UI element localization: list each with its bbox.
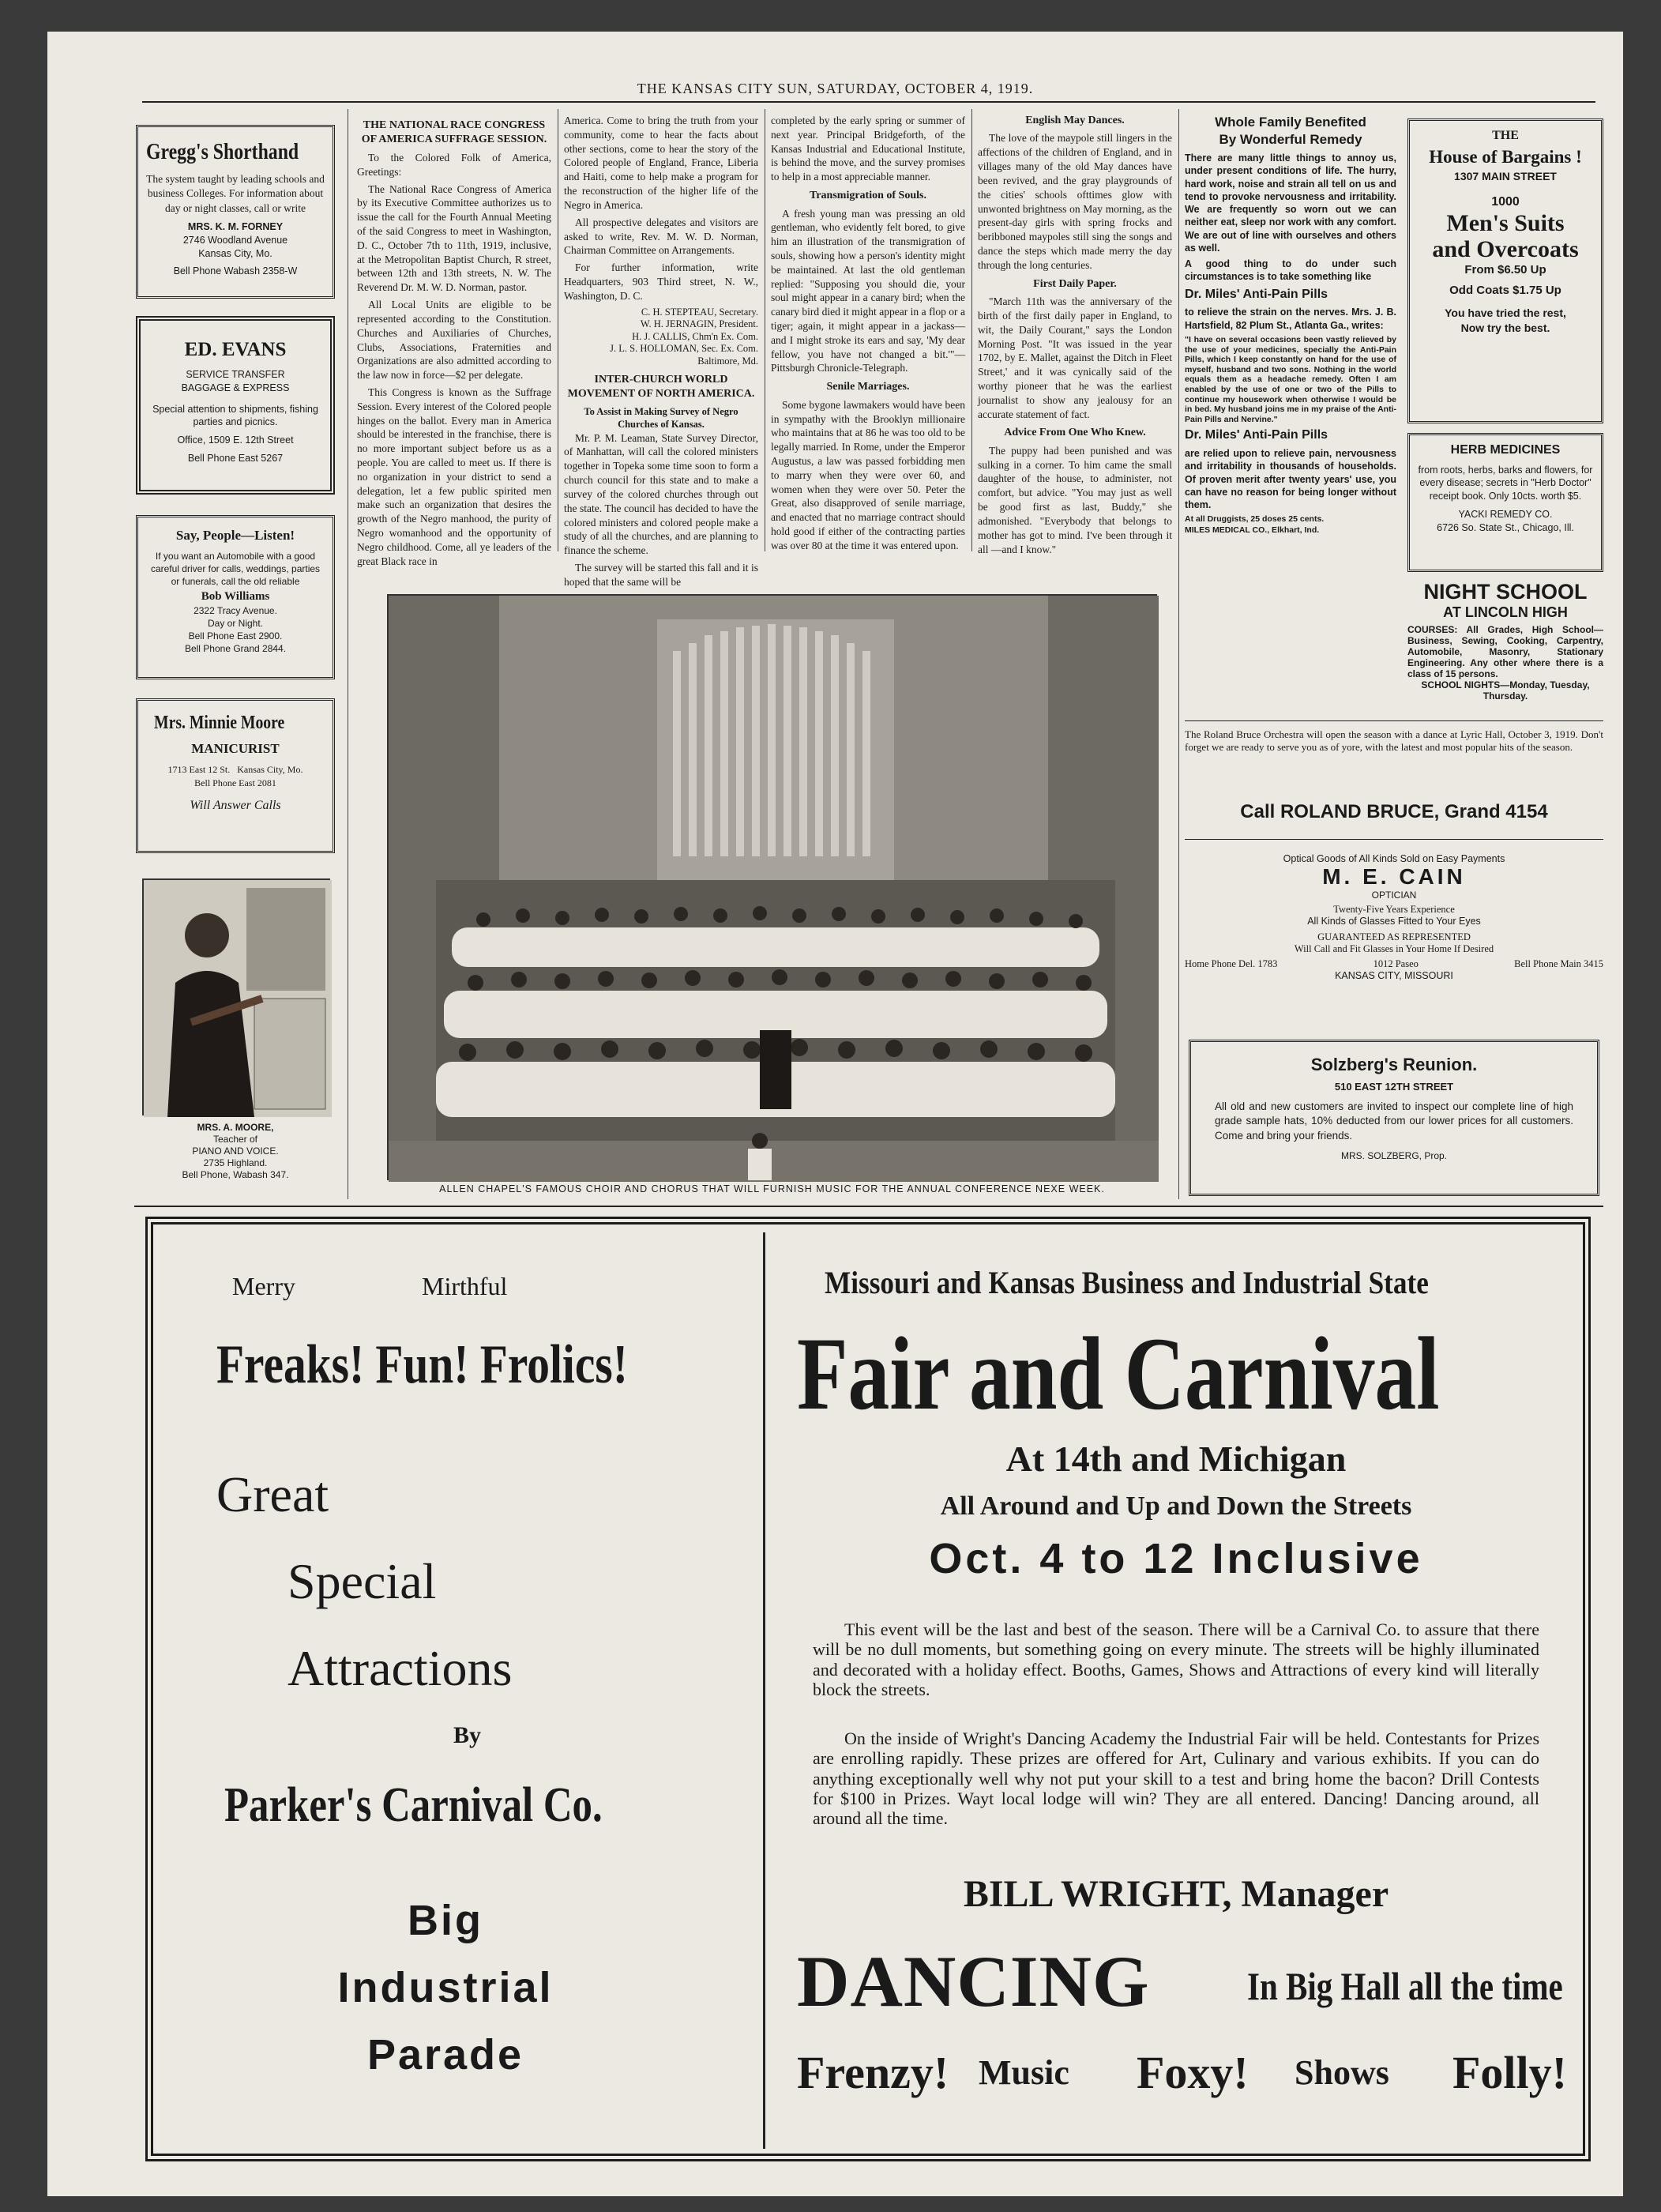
amoore-role: Teacher of bbox=[212, 1134, 258, 1145]
cain-phone2: Bell Phone Main 3415 bbox=[1514, 958, 1603, 969]
bargains-the: THE bbox=[1492, 129, 1519, 142]
masthead-rule bbox=[142, 101, 1595, 103]
carnival-dates: Oct. 4 to 12 Inclusive bbox=[929, 1535, 1423, 1582]
portrait-image bbox=[144, 880, 332, 1117]
miles-p1: There are many little things to annoy us, under present conditions of life. The hurry, hard work, noise and strain all tell on us and tend to provoke nervousness and irritability. We are frequently so worn out we can neither eat, sleep nor work with any comfort. We are out of line with ourselves and others as well. bbox=[1185, 152, 1396, 254]
cain-role: OPTICIAN bbox=[1371, 890, 1417, 901]
herb-address: 6726 So. State St., Chicago, Ill. bbox=[1437, 522, 1574, 534]
carnival-dancing: DANCING bbox=[797, 1941, 1150, 2022]
cain-call: Will Call and Fit Glasses in Your Home If Desired bbox=[1294, 943, 1494, 954]
masthead: THE KANSAS CITY SUN, SATURDAY, OCTOBER 4, 1919. bbox=[637, 81, 1034, 96]
carnival-freaks: Freaks! Fun! Frolics! bbox=[216, 1334, 628, 1395]
herb-body: from roots, herbs, barks and flowers, for every disease; secrets in "Herb Doctor" receipt book. Only 10cts. worth $5. bbox=[1418, 464, 1593, 502]
herb-title: HERB MEDICINES bbox=[1450, 443, 1561, 457]
carnival-big: Big bbox=[408, 1897, 483, 1944]
transmigration-heading: Transmigration of Souls. bbox=[810, 190, 926, 202]
senile-heading: Senile Marriages. bbox=[826, 381, 910, 393]
race-congress-p3: All Local Units are eligible to be represented according to the Constitution. Churches and Auxiliaries of Churches, Clubs, Associations, Fraternities and Organizations are also admitted according to the law now in force—$2 per delegate. bbox=[357, 299, 551, 382]
solzberg-title: Solzberg's Reunion. bbox=[1310, 1055, 1478, 1074]
cain-guarantee: GUARANTEED AS REPRESENTED bbox=[1317, 931, 1471, 942]
carnival-merry: Merry bbox=[232, 1272, 295, 1300]
amoore-subject: PIANO AND VOICE. bbox=[192, 1146, 279, 1157]
col4-p1: The love of the maypole still lingers in the affections of the children of England, and in villages many of the old May dances have been revived, and the gray playgrounds of the cities' schools ofttimes glow with unwonted brightness on May morning, as the present-day girls with spring frocks and beribboned maypoles still sing the songs and dance the steps which made merry the day through the long centuries. bbox=[978, 132, 1172, 271]
race-congress-p1: To the Colored Folk of America, Greetings: bbox=[357, 151, 551, 178]
carnival-ad bbox=[145, 1217, 1591, 2161]
amoore-phone: Bell Phone, Wabash 347. bbox=[182, 1169, 289, 1180]
solzberg-sig: MRS. SOLZBERG, Prop. bbox=[1340, 1149, 1448, 1161]
cain-address: 1012 Paseo bbox=[1373, 958, 1419, 969]
col2-sig1: C. H. STEPTEAU, Secretary. bbox=[641, 306, 758, 318]
col2-p3: For further information, write Headquarters, 903 Third street, N. W., Washington, D. C. bbox=[564, 261, 758, 302]
miles-brand2: Dr. Miles' Anti-Pain Pills bbox=[1185, 428, 1328, 442]
bargains-address: 1307 MAIN STREET bbox=[1454, 169, 1557, 182]
carnival-great: Great bbox=[216, 1466, 329, 1522]
williams-address: 2322 Tracy Avenue. bbox=[194, 604, 277, 616]
first-daily-heading: First Daily Paper. bbox=[1033, 277, 1117, 290]
amoore-caption bbox=[136, 1122, 335, 1181]
carnival-left bbox=[169, 1240, 785, 2141]
bargains-title: House of Bargains ! bbox=[1429, 146, 1582, 167]
carnival-p1: This event will be the last and best of the season. There will be a Carnival Co. to assure that there will be no dull moments, but something going on every minute. The streets will be highly illuminated and decorated with a holiday effect. Booths, Games, Shows and Attractions of every kind will literally block the streets. bbox=[813, 1620, 1539, 1699]
carnival-right bbox=[781, 1240, 1579, 2141]
night-school-body: COURSES: All Grades, High School—Business, Sewing, Cooking, Carpentry, Automobile, Masonry, Stationary Engineering. Any other where there is a class of 15 persons. bbox=[1407, 624, 1603, 679]
carnival-mirthful: Mirthful bbox=[422, 1272, 508, 1300]
bargains-price2: Odd Coats $1.75 Up bbox=[1449, 284, 1561, 298]
col2-p5: The survey will be started this fall and it is hoped that the same will be bbox=[564, 561, 758, 588]
amoore-name: MRS. A. MOORE, bbox=[197, 1122, 274, 1133]
amoore-address: 2735 Highland. bbox=[203, 1157, 268, 1168]
carnival-manager: BILL WRIGHT, Manager bbox=[963, 1873, 1389, 1915]
moore-note: Will Answer Calls bbox=[190, 798, 281, 812]
carnival-hall: In Big Hall all the time bbox=[1247, 1964, 1563, 2008]
carnival-headline: Fair and Carnival bbox=[797, 1315, 1440, 1431]
williams-title: Say, People—Listen! bbox=[175, 528, 295, 543]
evans-line2: BAGGAGE & EXPRESS bbox=[181, 382, 290, 393]
williams-name: Bob Williams bbox=[201, 589, 270, 603]
interchurch-heading: INTER-CHURCH WORLD MOVEMENT OF NORTH AMERICA. bbox=[567, 373, 755, 401]
col2-sig5: Baltimore, Md. bbox=[697, 356, 758, 367]
gregg-title: Gregg's Shorthand bbox=[146, 139, 299, 164]
moore-ad bbox=[136, 698, 335, 853]
col2-sig4: J. L. S. HOLLOMAN, Sec. Ex. Com. bbox=[610, 343, 758, 355]
miles-title2: By Wonderful Remedy bbox=[1219, 132, 1362, 148]
cain-ad bbox=[1185, 853, 1603, 981]
williams-ad bbox=[136, 515, 335, 679]
bargains-tag2: Now try the best. bbox=[1460, 321, 1550, 334]
carnival-music: Music bbox=[979, 2053, 1069, 2092]
race-congress-p4: This Congress is known as the Suffrage Session. Every interest of the Colored people hinges on the ballot. Every man in America should be interested in the franchise, there is no more important subject before us as a people. You are called to meet us. If there is no organization in your district to send a delegation, let a few public spirited men make such an organization that desires the growth of the Negro manhood, the purity of Negro womanhood and the opportunity of Negro childhood. Come, all ye leaders of the great Black race in bbox=[357, 386, 551, 567]
article-col3 bbox=[771, 114, 965, 556]
moore-title: Mrs. Minnie Moore bbox=[154, 713, 285, 733]
col3-p2: A fresh young man was pressing an old gentleman, who evidently felt bored, to give him an illustration of the transmigration of souls, showing how a person's identity might be maintained. At last the old gentleman replied: "Supposing you should die, your soul might appear in a canary bird; when the canary bird died it might appear in a flop or a tiger; again, it might appear in a jackass—and I might stroke its ears and say, 'My dear fellow, you have not changed a bit.'"—Pittsburgh Chronicle-Telegraph. bbox=[771, 207, 965, 374]
carnival-special: Special bbox=[287, 1553, 437, 1609]
cain-top: Optical Goods of All Kinds Sold on Easy Payments bbox=[1283, 853, 1505, 864]
race-congress-p2: The National Race Congress of America by its Executive Committee authorizes us to issue the call for the Fourth Annual Meeting of the said Congress to meet in Washington, D. C., October 7th to 11th, 1919, inclusive, at the Metropolitan Baptist Church, R street, between 12th and 13th streets, N. W. The Reverend Dr. M. W. D. Norman, pastor. bbox=[357, 182, 551, 294]
williams-body: If you want an Automobile with a good careful driver for calls, weddings, parties or funerals, call the old reliable bbox=[150, 550, 321, 588]
col2-p4: Mr. P. M. Leaman, State Survey Director, of Manhattan, will call the colored ministers together in Topeka some time soon to form a church council for this state and to make a survey of the colored churches through out the state. The council has decided to have the colored ministers and colored people make a study of all the churches, and are planning to finance the scheme. bbox=[564, 431, 758, 557]
moore-phone: Bell Phone East 2081 bbox=[194, 777, 276, 788]
evans-line1: SERVICE TRANSFER bbox=[186, 368, 285, 380]
carnival-shows: Shows bbox=[1295, 2053, 1389, 2092]
miles-quote: "I have on several occasions been vastly relieved by the use of your medicines, specially the Anti-Pain Pills, which I keep constantly on hand for the use of myself, husband and two sons. Nothing in the world equals them as a headache remedy. Often I am enabled by the use of one or two of the Pills to continue my housework when otherwise I would be in bed. My husband joins me in my praise of the Anti-Pain Pills and Nervine." bbox=[1185, 334, 1396, 424]
night-school-ad bbox=[1407, 580, 1603, 725]
may-dances-heading: English May Dances. bbox=[1025, 115, 1125, 126]
williams-hours: Day or Night. bbox=[207, 617, 264, 629]
gregg-city: Kansas City, Mo. bbox=[198, 247, 272, 259]
moore-address: 1713 East 12 St. bbox=[167, 764, 231, 776]
williams-phone2: Bell Phone Grand 2844. bbox=[184, 643, 287, 655]
evans-ad bbox=[136, 316, 335, 495]
bruce-call: Call ROLAND BRUCE, Grand 4154 bbox=[1240, 801, 1548, 822]
bargains-ad bbox=[1407, 118, 1603, 423]
col4-p2: "March 11th was the anniversary of the birth of the first daily paper in England, to wit, the Daily Courant," says the London Morning Post. "It was issued in the year 1702, by E. Mallet, against the Ditch in Fleet Street,' and it was cynically said of the worthy pioneer that he was the earliest journalist to show any jealousy for an accurate statement of fact. bbox=[978, 295, 1172, 420]
carnival-folly: Folly! bbox=[1452, 2047, 1567, 2098]
carnival-frenzy: Frenzy! bbox=[797, 2047, 949, 2098]
bruce-body: The Roland Bruce Orchestra will open the season with a dance at Lyric Hall, October 3, 1919. Don't forget we are ready to serve you as of yore, with the latest and most popular hits of the season. bbox=[1185, 728, 1603, 753]
moore-city: Kansas City, Mo. bbox=[237, 764, 303, 776]
col3-p3: Some bygone lawmakers would have been in sympathy with the Brooklyn millionaire who maintains that at 86 he was too old to be legally married. In Rome, under the Emperor Augustus, a law was passed forbidding men to marry when they were over 60, and women when they were over 50. Peter the Great, also disapproved of senile marriage, and enacted that no marriage contract should hold good if either of the contracting parties was over 80 at the time it was entered upon. bbox=[771, 398, 965, 551]
miles-company: MILES MEDICAL CO., Elkhart, Ind. bbox=[1185, 525, 1320, 536]
carnival-kicker: Missouri and Kansas Business and Industrial State bbox=[825, 1265, 1429, 1300]
miles-footer: At all Druggists, 25 doses 25 cents. bbox=[1185, 514, 1325, 525]
newspaper-page bbox=[47, 32, 1623, 2196]
choir-image bbox=[389, 596, 1159, 1182]
col2-p2: All prospective delegates and visitors are asked to write, Rev. M. W. D. Norman, Chairman Committee on Arrangements. bbox=[564, 216, 758, 257]
miles-brand: Dr. Miles' Anti-Pain Pills bbox=[1185, 287, 1328, 301]
cain-phone1: Home Phone Del. 1783 bbox=[1185, 958, 1278, 969]
portrait-photo bbox=[142, 878, 330, 1115]
miles-p4: are relied upon to relieve pain, nervousness and irritability in thousands of households. Of proven merit after twenty years' use, you can have no reason for being longer without them. bbox=[1185, 448, 1396, 511]
advice-heading: Advice From One Who Knew. bbox=[1004, 427, 1146, 439]
moore-subtitle: MANICURIST bbox=[191, 741, 280, 757]
carnival-attractions: Attractions bbox=[287, 1640, 513, 1696]
miles-p2: A good thing to do under such circumstances is to take something like bbox=[1185, 258, 1396, 283]
cain-glasses: All Kinds of Glasses Fitted to Your Eyes bbox=[1307, 916, 1481, 927]
gregg-ad bbox=[136, 125, 335, 299]
bargains-item1: Men's Suits bbox=[1446, 210, 1565, 237]
choir-caption: ALLEN CHAPEL'S FAMOUS CHOIR AND CHORUS THAT WILL FURNISH MUSIC FOR THE ANNUAL CONFERENCE NEXE WEEK. bbox=[439, 1183, 1105, 1194]
solzberg-body: All old and new customers are invited to inspect our complete line of high grade sample hats, 10% deducted from our lower prices for all customers. Come and bring your friends. bbox=[1215, 1100, 1573, 1142]
evans-phone: Bell Phone East 5267 bbox=[187, 453, 284, 465]
cain-exp: Twenty-Five Years Experience bbox=[1333, 904, 1455, 915]
williams-phone1: Bell Phone East 2900. bbox=[188, 630, 283, 642]
gregg-name: MRS. K. M. FORNEY bbox=[187, 220, 284, 232]
solzberg-ad bbox=[1189, 1040, 1599, 1196]
evans-title: ED. EVANS bbox=[184, 339, 287, 360]
col2-p1: America. Come to bring the truth from your community, come to hear the facts about other sections, come to hear the story of the Colored people of England, France, Liberia and Haiti, come to help make a program for the reconstruction of the higher life of the Negro in America. bbox=[564, 115, 758, 211]
article-col2 bbox=[564, 114, 758, 588]
carnival-by: By bbox=[453, 1722, 482, 1748]
miles-p3: to relieve the strain on the nerves. Mrs. J. B. Hartsfield, 82 Plum St., Atlanta Ga., writes: bbox=[1185, 307, 1396, 331]
gregg-phone: Bell Phone Wabash 2358-W bbox=[173, 265, 298, 277]
miles-title1: Whole Family Benefited bbox=[1215, 115, 1366, 130]
night-school-title2: AT LINCOLN HIGH bbox=[1443, 604, 1568, 620]
herb-ad bbox=[1407, 433, 1603, 572]
interchurch-sub: To Assist in Making Survey of Negro Churches of Kansas. bbox=[584, 405, 738, 431]
bargains-item2: and Overcoats bbox=[1432, 236, 1579, 263]
carnival-parade: Parade bbox=[366, 2031, 524, 2078]
bargains-count: 1000 bbox=[1491, 194, 1520, 209]
gregg-body: The system taught by leading schools and business Colleges. For information about day or night classes, call or write bbox=[146, 173, 325, 214]
choir-photo bbox=[387, 594, 1157, 1180]
gregg-address: 2746 Woodland Avenue bbox=[182, 234, 288, 246]
solzberg-address: 510 EAST 12TH STREET bbox=[1334, 1080, 1454, 1093]
bargains-tag1: You have tried the rest, bbox=[1445, 306, 1566, 319]
night-school-title1: NIGHT SCHOOL bbox=[1423, 580, 1588, 604]
article-race-congress bbox=[357, 114, 551, 567]
race-congress-heading: THE NATIONAL RACE CONGRESS OF AMERICA SUFFRAGE SESSION. bbox=[361, 119, 547, 146]
evans-office: Office, 1509 E. 12th Street bbox=[177, 434, 294, 446]
night-school-nights: SCHOOL NIGHTS—Monday, Tuesday, Thursday. bbox=[1421, 679, 1590, 702]
cain-name: M. E. CAIN bbox=[1322, 864, 1466, 889]
carnival-around: All Around and Up and Down the Streets bbox=[940, 1492, 1412, 1521]
col3-p1: completed by the early spring or summer of next year. Principal Bridgeforth, of the Kansas Industrial and Educational Institute, is behind the move, and the survey promises to help in a most appreciable manner. bbox=[771, 115, 965, 183]
carnival-location: At 14th and Michigan bbox=[1005, 1439, 1347, 1479]
cain-city: KANSAS CITY, MISSOURI bbox=[1335, 970, 1453, 981]
article-col4 bbox=[978, 114, 1172, 556]
evans-body: Special attention to shipments, fishing parties and picnics. bbox=[152, 403, 318, 428]
miles-ad bbox=[1185, 114, 1396, 724]
col2-sig3: H. J. CALLIS, Chm'n Ex. Com. bbox=[632, 330, 758, 342]
bargains-price1: From $6.50 Up bbox=[1464, 263, 1546, 277]
col2-sig2: W. H. JERNAGIN, President. bbox=[640, 318, 758, 330]
col4-p3: The puppy had been punished and was sulking in a corner. To him came the small daughter of the house, to administer, not comfort, but advice. "You may just as well be good first as last, Buddy," she admonished. "Everybody that belongs to mother has got to mind. I've been through it all —and I know." bbox=[978, 444, 1172, 555]
carnival-foxy: Foxy! bbox=[1137, 2047, 1249, 2098]
carnival-p2: On the inside of Wright's Dancing Academy the Industrial Fair will be held. Contestants for Prizes are enrolling rapidly. These prizes are offered for Art, Culinary and various exhibits. If you can do anything exceptionally well why not put your skill to a test and bring home the bacon? Drill Contests for $100 in Prizes. Wayt local lodge will win? They are all entered. Dancing! Dancing around, all around all the time. bbox=[813, 1729, 1539, 1829]
carnival-parker: Parker's Carnival Co. bbox=[224, 1778, 603, 1832]
carnival-industrial: Industrial bbox=[337, 1964, 554, 2011]
herb-company: YACKI REMEDY CO. bbox=[1458, 509, 1553, 521]
